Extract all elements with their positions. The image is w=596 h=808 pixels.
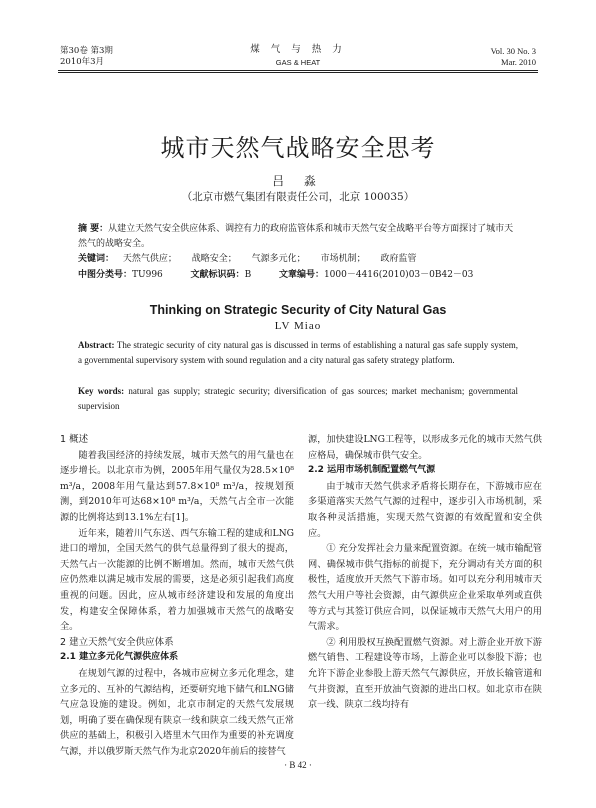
abstract-cn-label: 摘 要： bbox=[78, 224, 109, 234]
body-paragraph: 近年来，随着川气东送、西气东输工程的建成和LNG进口的增加，全国天然气的供气总量得到了很大的提高，天然气占一次能源的比例不断增加。然而，城市天然气供应仍然难以满足城市发展的需要，这是必须引起我们高度重视的问题。因此，应从城市经济建设和发展的角度出发，构建安全保障体系，着力加强城市天然气的战略安全。 bbox=[60, 527, 294, 633]
article-number-value: 1000－4416(2010)03－0B42－03 bbox=[323, 270, 474, 280]
section-heading: 2 建立天然气安全供应体系 bbox=[60, 636, 174, 648]
running-header-right bbox=[491, 46, 536, 68]
abstract-en bbox=[78, 338, 518, 367]
classification-line bbox=[78, 268, 518, 283]
doc-code-value: B bbox=[244, 270, 252, 280]
affiliation-cn: （北京市燃气集团有限责任公司，北京 100035） bbox=[181, 191, 415, 203]
header-rule-top bbox=[58, 70, 538, 71]
keywords-en-text: natural gas supply; strategic security; diversification of gas sources; market mechanism; governmental supervision bbox=[78, 386, 519, 411]
doc-code-label: 文献标识码： bbox=[190, 270, 245, 280]
keyword-cn: 战略安全； bbox=[191, 254, 237, 264]
body-paragraph-continued: 源，加快建设LNG工程等，以形成多元化的城市天然气供应格局，确保城市供气安全。 bbox=[308, 434, 542, 461]
article-title-en: Thinking on Strategic Security of City Natural Gas bbox=[149, 303, 447, 317]
body-paragraph: 随着我国经济的持续发展，城市天然气的用气量也在逐步增长。以北京市为例，2005年用气量仅为28.5×10⁸ m³/a，2008年用气量达到57.8×10⁸ m³/a，按规划预测，到2010年可达68×10⁸ m³/a，天然气占全市一次能源的比例将达到13.1%左右[1]。 bbox=[60, 449, 294, 523]
issue-date-en: Mar. 2010 bbox=[501, 57, 536, 67]
author-en: LV Miao bbox=[274, 320, 322, 332]
keywords-cn-label: 关键词： bbox=[78, 254, 115, 264]
body-paragraph: 在规划气源的过程中，各城市应树立多元化理念，建立多元的、互补的气源结构，还要研究地下储气和LNG储气应急设施的建设。例如，北京市制定的天然气发展规划，明确了要在确保现有陕京一线和陕京二线天然气正常供应的基础上，积极引入塔里木气田作为重要的补充调度气源，并以俄罗斯天然气作为北京2020年前后的接替气 bbox=[60, 667, 294, 757]
volume-issue: 第30卷 第3期 bbox=[60, 46, 113, 56]
section-heading: 1 概述 bbox=[60, 434, 89, 445]
journal-name-cn: 煤 气 与 热 力 bbox=[250, 44, 346, 55]
issue-date: 2010年3月 bbox=[60, 57, 105, 67]
author-cn: 吕 淼 bbox=[272, 174, 324, 188]
subsection-heading: 2.2 运用市场机制配置燃气气源 bbox=[308, 465, 436, 476]
keywords-cn bbox=[78, 252, 518, 267]
keyword-cn: 天然气供应； bbox=[122, 254, 177, 264]
abstract-cn-text: 从建立天然气安全供应体系、调控有力的政府监管体系和城市天然气安全战略平台等方面探讨了城市天然气的战略安全。 bbox=[78, 224, 514, 249]
abstract-en-text: The strategic security of city natural gas is discussed in terms of establishing a natural gas safe supply system, a governmental supervisory system with sound regulation and a city natural gas safety strategy platform. bbox=[78, 340, 519, 365]
keywords-en-label: Key words: bbox=[78, 386, 125, 396]
abstract-en-label: Abstract: bbox=[78, 340, 115, 350]
clc-value: TU996 bbox=[132, 270, 163, 280]
body-paragraph: ② 利用股权互换配置燃气资源。对上游企业开放下游燃气销售、工程建设等市场，上游企业可以参股下游；也允许下游企业参股上游天然气气源供应，开放长输管道和气井资源，直至开放油气资源的进出口权。如北京市在陕京一线、陕京二线均持有 bbox=[308, 636, 542, 711]
keywords-en bbox=[78, 384, 518, 413]
keyword-cn: 市场机制； bbox=[320, 254, 366, 264]
volume-number-en: Vol. 30 No. 3 bbox=[490, 46, 536, 56]
body-paragraph: ① 充分发挥社会力量来配置资源。在统一城市输配管网、确保城市供气指标的前提下，充分调动有关方面的积极性，适度放开天然气下游市场。如可以充分利用城市天然气大用户等社会资源，由气源供应企业采取单列或直供等方式与其签订供应合同，以保证城市天然气大用户的用气需求。 bbox=[308, 543, 542, 633]
body-column-left bbox=[60, 432, 294, 759]
journal-name-en: GAS & HEAT bbox=[275, 58, 321, 67]
clc-label: 中图分类号： bbox=[78, 270, 133, 280]
article-number-label: 文章编号： bbox=[278, 270, 324, 280]
body-column-right bbox=[308, 432, 542, 713]
body-paragraph: 由于城市天然气供求矛盾将长期存在，下游城市应在多渠道落实天然气气源的过程中，逐步引入市场机制，采取各种灵活措施，实现天然气资源的有效配置和安全供应。 bbox=[308, 480, 542, 539]
page-number: · B 42 · bbox=[284, 760, 312, 770]
header-rule-bottom bbox=[58, 72, 538, 73]
subsection-heading: 2.1 建立多元化气源供应体系 bbox=[60, 652, 179, 663]
keyword-cn: 政府监管 bbox=[380, 254, 417, 264]
article-title-cn: 城市天然气战略安全思考 bbox=[160, 134, 436, 162]
abstract-cn bbox=[78, 222, 518, 252]
keyword-cn: 气源多元化； bbox=[251, 254, 306, 264]
